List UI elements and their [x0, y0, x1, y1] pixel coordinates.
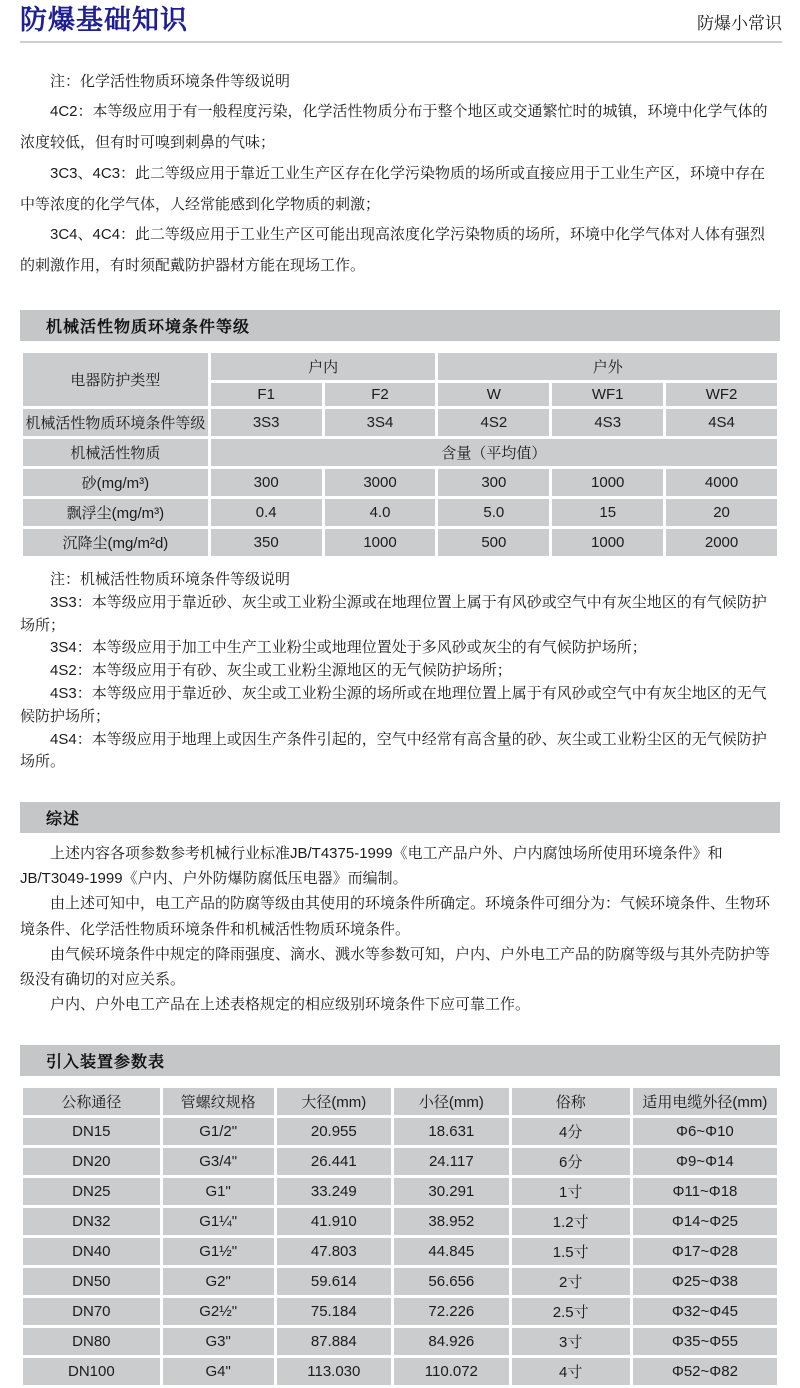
table-cell: 1000 — [325, 529, 436, 556]
table-cell: 24.117 — [394, 1148, 509, 1175]
table-cell: 2.5寸 — [512, 1298, 630, 1325]
table-cell: 1000 — [552, 529, 663, 556]
table-cell: 38.952 — [394, 1208, 509, 1235]
table-cell: DN25 — [23, 1178, 160, 1205]
section-header-gland: 引入装置参数表 — [20, 1045, 780, 1076]
table-cell: 87.884 — [277, 1328, 392, 1355]
table-cell: G1" — [163, 1178, 274, 1205]
table-cell: 3000 — [325, 469, 436, 496]
table-cell: DN32 — [23, 1208, 160, 1235]
table-cell: Φ6~Φ10 — [633, 1118, 777, 1145]
summary-paragraph: 由上述可知中，电工产品的防腐等级由其使用的环境条件所确定。环境条件可细分为：气候环境条件、生物环境条件、化学活性物质环境条件和机械活性物质环境条件。 — [20, 895, 771, 938]
table-cell: 1.5寸 — [512, 1238, 630, 1265]
table-row — [23, 353, 777, 380]
header-tagline: 防爆小常识 — [697, 13, 782, 33]
table-cell: 72.226 — [394, 1298, 509, 1325]
column-header: 小径(mm) — [394, 1088, 509, 1115]
table-cell: 4.0 — [325, 499, 436, 526]
table-cell: 1000 — [552, 469, 663, 496]
table-cell: 4寸 — [512, 1358, 630, 1385]
table-row — [23, 439, 777, 466]
section-header-summary: 综述 — [20, 802, 780, 833]
table-cell: 33.249 — [277, 1178, 392, 1205]
summary-block — [20, 841, 780, 1017]
table-cell: 4000 — [666, 469, 777, 496]
table-cell: DN40 — [23, 1238, 160, 1265]
table-row — [23, 1358, 777, 1385]
table-cell: 75.184 — [277, 1298, 392, 1325]
summary-paragraph: 上述内容各项参数参考机械行业标准JB/T4375-1999《电工产品户外、户内腐蚀场所使用环境条件》和JB/T3049-1999《户内、户外防爆防腐低压电器》而编制。 — [20, 845, 723, 888]
table-row — [23, 1268, 777, 1295]
table-cell: 30.291 — [394, 1178, 509, 1205]
table-cell: Φ11~Φ18 — [633, 1178, 777, 1205]
table-cell: 4S3 — [552, 409, 663, 436]
table-cell: 56.656 — [394, 1268, 509, 1295]
table-cell: 4S2 — [438, 409, 549, 436]
table-cell: 110.072 — [394, 1358, 509, 1385]
table-cell: 47.803 — [277, 1238, 392, 1265]
table-cell: 18.631 — [394, 1118, 509, 1145]
table-row — [23, 469, 777, 496]
column-header: 俗称 — [512, 1088, 630, 1115]
column-header: F1 — [211, 383, 322, 406]
table-row — [23, 1208, 777, 1235]
column-header: 适用电缆外径(mm) — [633, 1088, 777, 1115]
table-cell: 3寸 — [512, 1328, 630, 1355]
intro-paragraph: 4C2：本等级应用于有一般程度污染，化学活性物质分布于整个地区或交通繁忙时的城镇，环境中化学气体的浓度较低，但有时可嗅到刺鼻的气味； — [20, 103, 768, 152]
table-cell: 15 — [552, 499, 663, 526]
table-cell: 3S3 — [211, 409, 322, 436]
column-header: 大径(mm) — [277, 1088, 392, 1115]
table-cell: G4" — [163, 1358, 274, 1385]
table-cell: DN80 — [23, 1328, 160, 1355]
table-cell: G3/4" — [163, 1148, 274, 1175]
table-cell: DN70 — [23, 1298, 160, 1325]
table-cell: 含量（平均值） — [211, 439, 777, 466]
table-cell: 59.614 — [277, 1268, 392, 1295]
intro-paragraph: 3C4、4C4：此二等级应用于工业生产区可能出现高浓度化学污染物质的场所，环境中化学气体对人体有强烈的刺激作用，有时须配戴防护器材方能在现场工作。 — [20, 226, 766, 275]
table-cell: 1.2寸 — [512, 1208, 630, 1235]
table-cell: 0.4 — [211, 499, 322, 526]
table-row — [23, 1328, 777, 1355]
row-label: 飘浮尘(mg/m³) — [23, 499, 208, 526]
table-cell: G3" — [163, 1328, 274, 1355]
note-line: 3S3：本等级应用于靠近砂、灰尘或工业粉尘源或在地理位置上属于有风砂或空气中有灰尘地区的有气候防护场所； — [20, 593, 767, 634]
column-header-indoor: 户内 — [211, 353, 436, 380]
table-cell: G1½" — [163, 1238, 274, 1265]
table-row — [23, 409, 777, 436]
column-header-outdoor: 户外 — [438, 353, 777, 380]
table-row — [23, 1118, 777, 1145]
table-cell: G2" — [163, 1268, 274, 1295]
table-cell: 84.926 — [394, 1328, 509, 1355]
table-cell: G2½" — [163, 1298, 274, 1325]
column-header: WF1 — [552, 383, 663, 406]
section-header-mechanical: 机械活性物质环境条件等级 — [20, 310, 780, 341]
table-cell: 2寸 — [512, 1268, 630, 1295]
content — [0, 67, 800, 1388]
table-cell: 41.910 — [277, 1208, 392, 1235]
table-cell: Φ17~Φ28 — [633, 1238, 777, 1265]
table-cell: 26.441 — [277, 1148, 392, 1175]
row-label: 砂(mg/m³) — [23, 469, 208, 496]
table-cell: 6分 — [512, 1148, 630, 1175]
column-header: W — [438, 383, 549, 406]
table-cell: DN50 — [23, 1268, 160, 1295]
table-cell: Φ14~Φ25 — [633, 1208, 777, 1235]
table-cell: 1寸 — [512, 1178, 630, 1205]
note-line: 3S4：本等级应用于加工中生产工业粉尘或地理位置处于多风砂或灰尘的有气候防护场所； — [50, 639, 647, 657]
column-header: WF2 — [666, 383, 777, 406]
table-cell: 5.0 — [438, 499, 549, 526]
page-title: 防爆基础知识 — [20, 5, 188, 35]
table-cell: 4分 — [512, 1118, 630, 1145]
table-cell: Φ35~Φ55 — [633, 1328, 777, 1355]
row-label: 电器防护类型 — [23, 353, 208, 406]
table-cell: Φ52~Φ82 — [633, 1358, 777, 1385]
note-line: 4S3：本等级应用于靠近砂、灰尘或工业粉尘源的场所或在地理位置上属于有风砂或空气中有灰尘地区的无气候防护场所； — [20, 684, 767, 725]
table-cell: 20.955 — [277, 1118, 392, 1145]
table-row — [23, 499, 777, 526]
note-line: 4S4：本等级应用于地理上或因生产条件引起的，空气中经常有高含量的砂、灰尘或工业粉尘区的无气候防护场所。 — [20, 730, 767, 771]
table-cell: G1¼" — [163, 1208, 274, 1235]
note-line: 注：机械活性物质环境条件等级说明 — [50, 570, 291, 588]
table-cell: Φ25~Φ38 — [633, 1268, 777, 1295]
table-cell: 44.845 — [394, 1238, 509, 1265]
summary-paragraph: 由气候环境条件中规定的降雨强度、滴水、溅水等参数可知，户内、户外电工产品的防腐等级与其外壳防护等级没有确切的对应关系。 — [20, 945, 771, 989]
table-row — [23, 1238, 777, 1265]
table-cell: 350 — [211, 529, 322, 556]
column-header: 管螺纹规格 — [163, 1088, 274, 1115]
column-header: F2 — [325, 383, 436, 406]
row-label: 机械活性物质 — [23, 439, 208, 466]
table-cell: 2000 — [666, 529, 777, 556]
note-line: 4S2：本等级应用于有砂、灰尘或工业粉尘源地区的无气候防护场所； — [50, 662, 512, 680]
page-header — [20, 0, 782, 43]
summary-paragraph: 户内、户外电工产品在上述表格规定的相应级别环境条件下应可靠工作。 — [50, 996, 531, 1014]
row-label: 机械活性物质环境条件等级 — [23, 409, 208, 436]
table-cell: 300 — [438, 469, 549, 496]
table-cell: DN15 — [23, 1118, 160, 1145]
gland-parameter-table — [20, 1085, 780, 1388]
table-cell: G1/2" — [163, 1118, 274, 1145]
table-cell: 500 — [438, 529, 549, 556]
table-cell: DN20 — [23, 1148, 160, 1175]
row-label: 沉降尘(mg/m²d) — [23, 529, 208, 556]
mechanical-notes — [20, 569, 780, 774]
table-row — [23, 1298, 777, 1325]
table-cell: 4S4 — [666, 409, 777, 436]
intro-note: 注：化学活性物质环境条件等级说明 — [50, 72, 291, 90]
table-cell: DN100 — [23, 1358, 160, 1385]
table-row — [23, 1148, 777, 1175]
table-row — [23, 1178, 777, 1205]
table-cell: 113.030 — [277, 1358, 392, 1385]
table-row — [23, 529, 777, 556]
table-cell: 3S4 — [325, 409, 436, 436]
table-header-row — [23, 1088, 777, 1115]
table-cell: 300 — [211, 469, 322, 496]
intro-paragraph: 3C3、4C3：此二等级应用于靠近工业生产区存在化学污染物质的场所或直接应用于工业生产区，环境中存在中等浓度的化学气体，人经常能感到化学物质的刺激； — [20, 164, 766, 213]
column-header: 公称通径 — [23, 1088, 160, 1115]
table-cell: Φ9~Φ14 — [633, 1148, 777, 1175]
intro-block — [20, 67, 780, 282]
table-cell: Φ32~Φ45 — [633, 1298, 777, 1325]
env-condition-table — [20, 350, 780, 559]
table-cell: 20 — [666, 499, 777, 526]
